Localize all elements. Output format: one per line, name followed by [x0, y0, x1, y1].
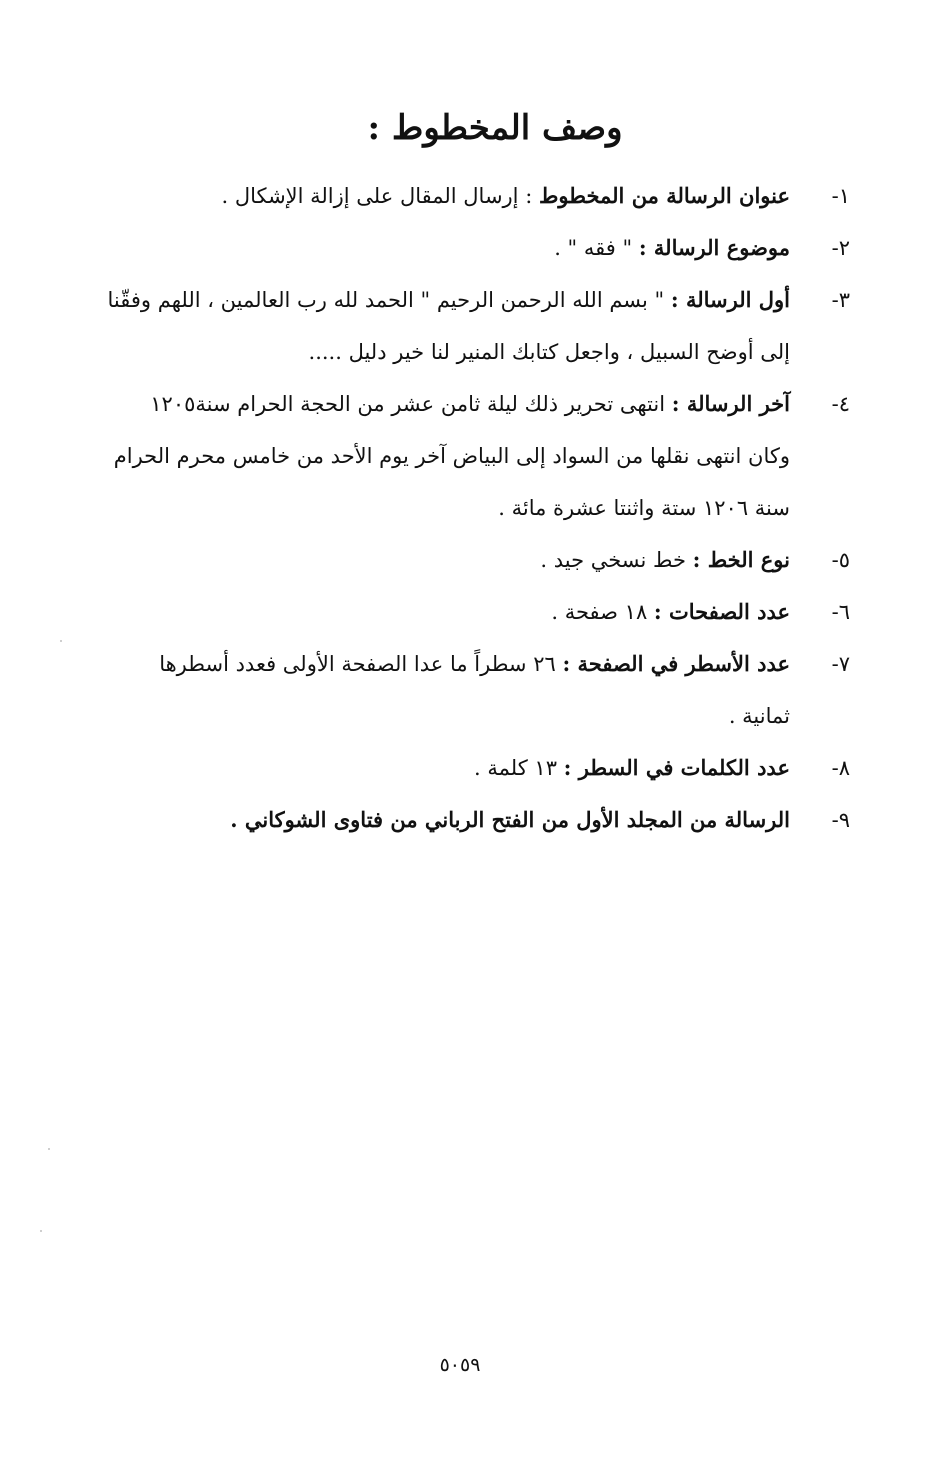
item-number: ١- [831, 184, 850, 208]
item-continuation-line: سنة ١٢٠٦ ستة واثنتا عشرة مائة . [498, 496, 790, 520]
item-first-line [90, 638, 790, 690]
list-item [90, 170, 850, 222]
item-body [90, 638, 790, 742]
item-first-line [90, 378, 790, 430]
item-number: ٩- [831, 808, 850, 832]
item-number: ٤- [831, 392, 850, 416]
scan-speck [48, 1148, 50, 1150]
item-number: ٥- [831, 548, 850, 572]
list-item [90, 534, 850, 586]
item-label: الرسالة من المجلد الأول من الفتح الرباني من فتاوى الشوكاني . [230, 807, 790, 832]
item-body [90, 586, 790, 638]
item-label: عنوان الرسالة من المخطوط [538, 183, 790, 208]
list-item [90, 378, 850, 534]
item-first-line [90, 274, 790, 326]
item-text: ١٨ صفحة . [551, 600, 648, 624]
item-body [90, 378, 790, 534]
item-text: انتهى تحرير ذلك ليلة ثامن عشر من الحجة الحرام سنة١٢٠٥ [150, 392, 666, 416]
item-number: ٨- [831, 756, 850, 780]
item-body [90, 534, 790, 586]
item-label: أول الرسالة : [670, 287, 790, 312]
item-first-line [90, 222, 790, 274]
item-body [90, 274, 790, 378]
item-body [90, 794, 790, 846]
page-title: وصف المخطوط : [367, 108, 623, 148]
item-continuation-line: وكان انتهى نقلها من السواد إلى البياض آخر يوم الأحد من خامس محرم الحرام [113, 444, 790, 468]
item-first-line [90, 586, 790, 638]
item-text: : إرسال المقال على إزالة الإشكال . [221, 184, 533, 208]
list-item [90, 638, 850, 742]
manuscript-description-list [90, 170, 850, 846]
item-text: " بسم الله الرحمن الرحيم " الحمد لله رب العالمين ، اللهم وفقّنا [107, 288, 665, 312]
item-label: عدد الصفحات : [653, 599, 790, 624]
item-label: نوع الخط : [692, 547, 790, 572]
item-label: عدد الأسطر في الصفحة : [562, 651, 790, 676]
list-item [90, 274, 850, 378]
item-number: ٦- [831, 600, 850, 624]
scan-speck [60, 640, 62, 642]
item-number: ٧- [831, 652, 850, 676]
item-text: ٢٦ سطراً ما عدا الصفحة الأولى فعدد أسطرها [159, 652, 556, 676]
item-text: ١٣ كلمة . [474, 756, 557, 780]
item-text: خط نسخي جيد . [540, 548, 686, 572]
item-first-line [90, 170, 790, 222]
item-continuation-line: ثمانية . [728, 704, 790, 728]
item-first-line [90, 794, 790, 846]
item-first-line [90, 534, 790, 586]
list-item [90, 222, 850, 274]
item-body [90, 742, 790, 794]
item-text: " فقه " . [554, 236, 633, 260]
page-number: ٥٠٥٩ [439, 1354, 481, 1376]
item-number: ٢- [831, 236, 850, 260]
list-item [90, 794, 850, 846]
item-continuation-line: إلى أوضح السبيل ، واجعل كتابك المنير لنا خير دليل ..... [308, 340, 790, 364]
item-number: ٣- [831, 288, 850, 312]
scan-speck [40, 1230, 42, 1232]
item-label: عدد الكلمات في السطر : [563, 755, 790, 780]
item-label: آخر الرسالة : [671, 391, 790, 416]
item-label: موضوع الرسالة : [638, 235, 790, 260]
item-first-line [90, 742, 790, 794]
item-body [90, 170, 790, 222]
list-item [90, 586, 850, 638]
list-item [90, 742, 850, 794]
item-body [90, 222, 790, 274]
